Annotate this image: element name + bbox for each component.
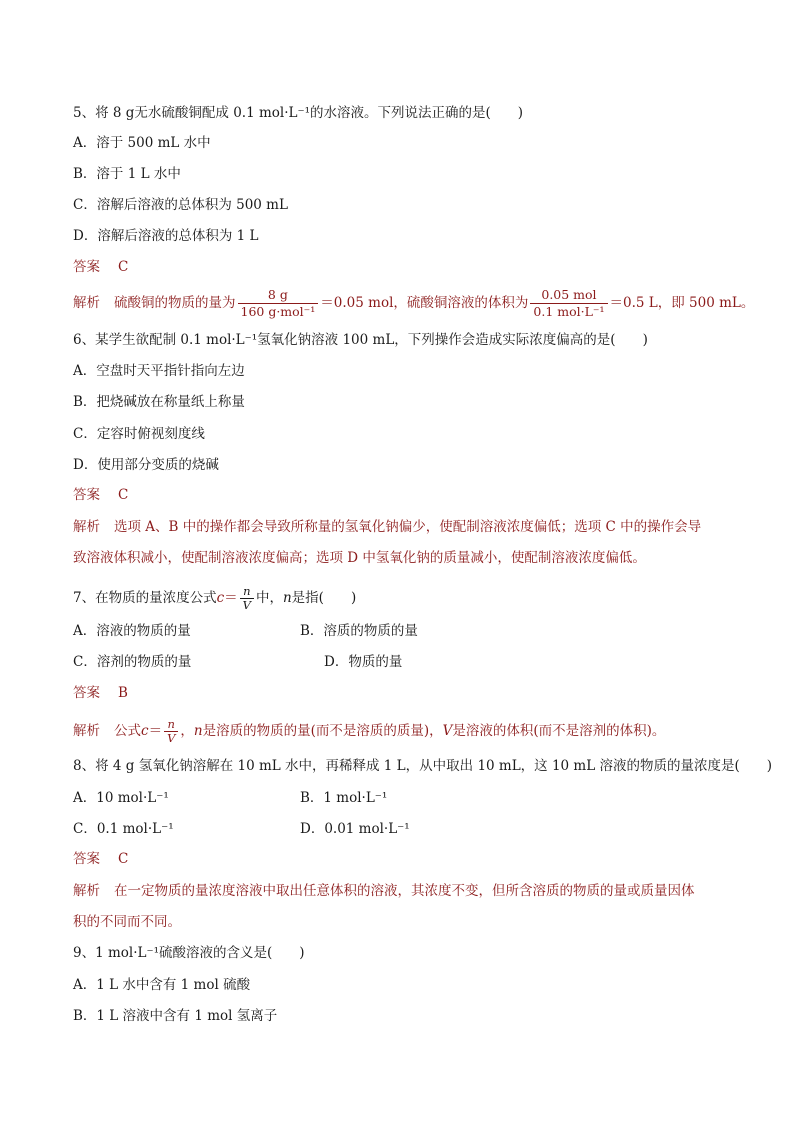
question-5-analysis [73, 287, 754, 320]
question-8-answer [73, 849, 128, 869]
variable-n: n [282, 590, 292, 606]
answer-value: C [118, 487, 129, 503]
question-6-option-d: D．使用部分变质的烧碱 [73, 457, 219, 473]
question-6-option-b: B．把烧碱放在称量纸上称量 [73, 394, 245, 410]
analysis-text: 是溶质的物质的量(而不是溶质的质量)， [202, 723, 443, 739]
analysis-text: 选项 A、B 中的操作都会导致所称量的氢氧化钠偏少，使配制溶液浓度偏低；选项 C 中的操作会导 [114, 519, 702, 535]
formula-equals: ＝ [148, 723, 163, 739]
fraction-moles-over-concentration [530, 287, 607, 320]
question-8-option-c: C．0.1 mol·L⁻¹ [73, 821, 174, 837]
question-6-answer [73, 485, 128, 505]
formula-equals: ＝ [224, 590, 238, 606]
question-8-option-a: A．10 mol·L⁻¹ [73, 790, 169, 806]
analysis-text: 硫酸铜的物质的量为 [114, 295, 236, 311]
question-5-stem: 5、将 8 g无水硫酸铜配成 0.1 mol·L⁻¹的水溶液。下列说法正确的是( ) [73, 105, 524, 121]
question-7-stem [73, 585, 356, 612]
question-9-stem: 9、1 mol·L⁻¹硫酸溶液的含义是( ) [73, 945, 305, 961]
question-6-option-a: A．空盘时天平指针指向左边 [73, 363, 245, 379]
question-8-analysis-line-2: 积的不同而不同。 [73, 914, 181, 930]
question-5-option-b: B．溶于 1 L 水中 [73, 166, 181, 182]
fraction-mass-over-molar-mass [238, 287, 319, 320]
question-8-options-row-2 [73, 819, 410, 839]
question-6-stem: 6、某学生欲配制 0.1 mol·L⁻¹氢氧化钠溶液 100 mL，下列操作会造成实际浓度偏高的是( ) [73, 332, 648, 348]
formula-fraction-n-over-v [164, 718, 178, 745]
stem-text: 7、在物质的量浓度公式 [73, 590, 217, 606]
analysis-tag: 解析 [73, 295, 100, 311]
question-6-option-c: C．定容时俯视刻度线 [73, 426, 205, 442]
analysis-tag: 解析 [73, 883, 100, 899]
analysis-text: ＝0.05 mol，硫酸铜溶液的体积为 [320, 295, 529, 311]
variable-v: V [442, 723, 453, 739]
question-8-analysis-line-1 [73, 881, 695, 901]
question-5-option-d: D．溶解后溶液的总体积为 1 L [73, 228, 259, 244]
fraction-numerator: 0.05 mol [530, 287, 607, 304]
question-7-answer [73, 683, 128, 703]
answer-value: C [118, 259, 129, 275]
analysis-tag: 解析 [73, 723, 100, 739]
question-9-option-b: B．1 L 溶液中含有 1 mol 氢离子 [73, 1008, 278, 1024]
fraction-denominator: V [242, 598, 251, 612]
fraction-numerator: n [240, 585, 254, 599]
question-9-option-a: A．1 L 水中含有 1 mol 硫酸 [73, 977, 251, 993]
analysis-text: 公式 [114, 723, 141, 739]
formula-fraction-n-over-v [240, 585, 254, 612]
fraction-numerator: 8 g [238, 287, 319, 304]
fraction-denominator: V [167, 731, 176, 745]
answer-tag: 答案 [73, 685, 100, 701]
analysis-text: ＝0.5 L，即 500 mL。 [609, 295, 755, 311]
question-8-stem: 8、将 4 g 氢氧化钠溶解在 10 mL 水中，再稀释成 1 L，从中取出 10 mL，这 10 mL 溶液的物质的量浓度是( ) [73, 758, 773, 774]
answer-tag: 答案 [73, 259, 100, 275]
question-7-option-b: B．溶质的物质的量 [300, 623, 418, 639]
stem-text: 是指( ) [291, 590, 357, 606]
question-7-options-row-2 [73, 652, 403, 672]
analysis-text: 是溶液的体积(而不是溶剂的体积)。 [452, 723, 666, 739]
answer-value: C [118, 851, 129, 867]
question-5-option-c: C．溶解后溶液的总体积为 500 mL [73, 197, 288, 213]
formula-variable-c: c [216, 590, 225, 606]
answer-tag: 答案 [73, 851, 100, 867]
question-7-options-row-1 [73, 621, 418, 641]
question-8-options-row-1 [73, 788, 388, 808]
fraction-denominator: 160 g·mol⁻¹ [240, 304, 316, 319]
question-6-analysis-line-2: 致溶液体积减小，使配制溶液浓度偏高；选项 D 中氢氧化钠的质量减小，使配制溶液浓度偏低。 [73, 550, 646, 566]
analysis-tag: 解析 [73, 519, 100, 535]
question-7-analysis [73, 718, 665, 745]
answer-value: B [118, 685, 128, 701]
question-7-option-c: C．溶剂的物质的量 [73, 654, 192, 670]
answer-tag: 答案 [73, 487, 100, 503]
formula-variable-c: c [141, 723, 149, 739]
fraction-denominator: 0.1 mol·L⁻¹ [533, 304, 605, 319]
question-7-option-a: A．溶液的物质的量 [73, 623, 191, 639]
question-7-option-d: D．物质的量 [324, 654, 403, 670]
question-5-option-a: A．溶于 500 mL 水中 [73, 135, 211, 151]
analysis-text: ， [180, 723, 194, 739]
question-5-answer [73, 257, 128, 277]
variable-n: n [193, 723, 203, 739]
stem-text: 中， [255, 590, 283, 606]
question-8-option-b: B．1 mol·L⁻¹ [300, 790, 388, 806]
fraction-numerator: n [164, 718, 178, 732]
analysis-text: 在一定物质的量浓度溶液中取出任意体积的溶液，其浓度不变，但所含溶质的物质的量或质量因体 [114, 883, 695, 899]
question-8-option-d: D．0.01 mol·L⁻¹ [300, 821, 410, 837]
question-6-analysis-line-1 [73, 517, 701, 537]
